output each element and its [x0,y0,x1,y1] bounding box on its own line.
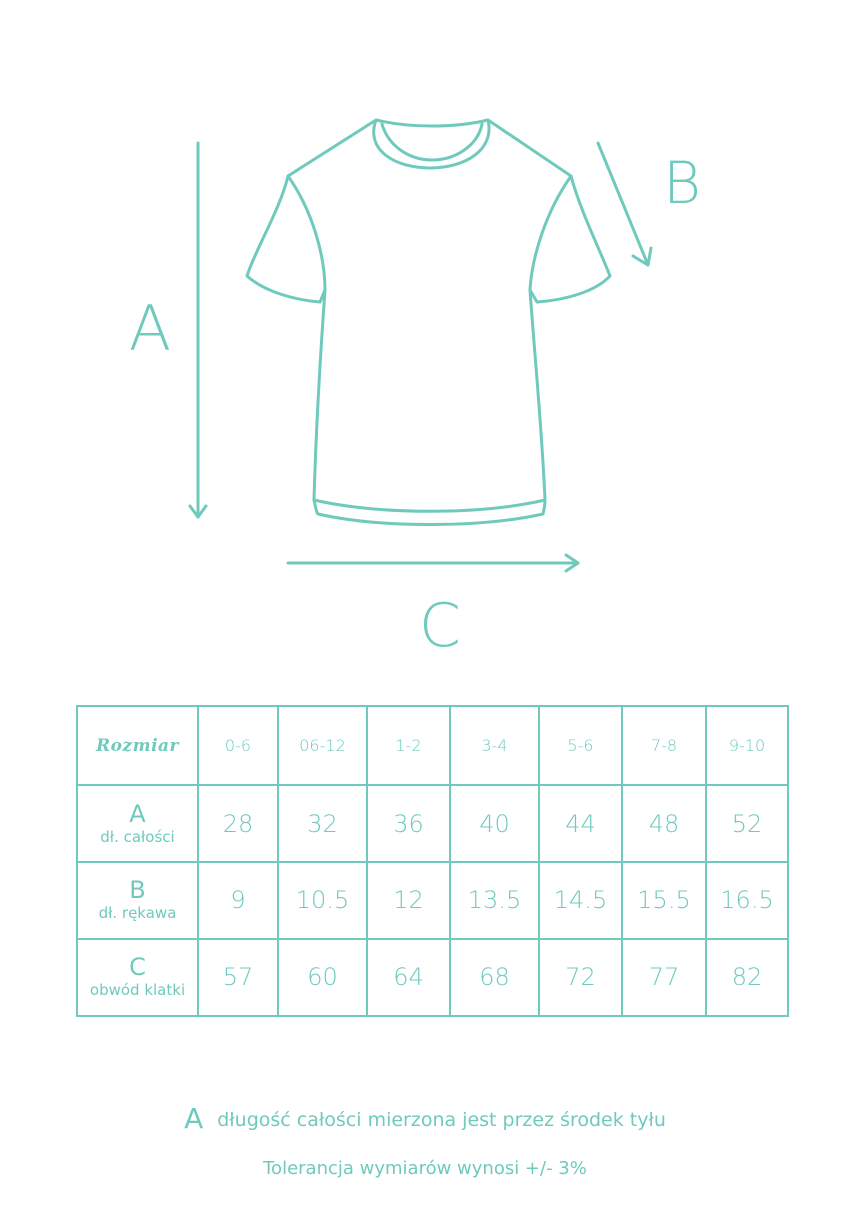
row-description: dł. rękawa [98,904,177,923]
row-label-cell [77,785,198,862]
value-cell: 68 [450,939,539,1016]
tolerance-note: Tolerancja wymiarów wynosi +/- 3% [263,1158,587,1179]
row-letter: A [129,799,146,828]
table-row [77,939,788,1016]
table-row [77,862,788,939]
value-cell: 9 [198,862,278,939]
value-cell: 48 [622,785,706,862]
value-cell: 64 [367,939,450,1016]
measurement-note [0,1102,850,1135]
value-cell: 44 [539,785,622,862]
size-header: 5-6 [539,706,622,785]
value-cell: 16.5 [706,862,788,939]
table-row [77,785,788,862]
size-table [76,705,789,1017]
size-header: 0-6 [198,706,278,785]
value-cell: 60 [278,939,367,1016]
tshirt-right-sleeve-seam [530,176,571,290]
value-cell: 10.5 [278,862,367,939]
value-cell: 72 [539,939,622,1016]
value-cell: 36 [367,785,450,862]
label-a: A [128,292,172,365]
tshirt-left-sleeve-seam [288,176,325,290]
row-description: dł. całości [100,827,175,846]
header-label: Rozmiar [95,735,180,756]
row-letter: B [129,876,146,905]
value-cell: 15.5 [622,862,706,939]
tshirt-outline [247,120,610,511]
table-header-row [77,706,788,785]
size-header: 7-8 [622,706,706,785]
size-header: 9-10 [706,706,788,785]
value-cell: 12 [367,862,450,939]
value-cell: 77 [622,939,706,1016]
label-c: C [419,591,461,661]
size-header: 06-12 [278,706,367,785]
header-label-cell [77,706,198,785]
row-label-cell [77,939,198,1016]
label-b: B [663,149,701,217]
row-letter: C [129,953,146,982]
value-cell: 32 [278,785,367,862]
note-text: długość całości mierzona jest przez środek tyłu [217,1109,666,1131]
value-cell: 82 [706,939,788,1016]
arrow-b-line [598,143,648,265]
tshirt-collar-inner [382,124,482,160]
value-cell: 57 [198,939,278,1016]
value-cell: 52 [706,785,788,862]
row-description: obwód klatki [89,981,186,1000]
note-letter: A [184,1102,204,1135]
value-cell: 13.5 [450,862,539,939]
row-label-cell [77,862,198,939]
value-cell: 14.5 [539,862,622,939]
size-header: 1-2 [367,706,450,785]
value-cell: 28 [198,785,278,862]
value-cell: 40 [450,785,539,862]
size-header: 3-4 [450,706,539,785]
